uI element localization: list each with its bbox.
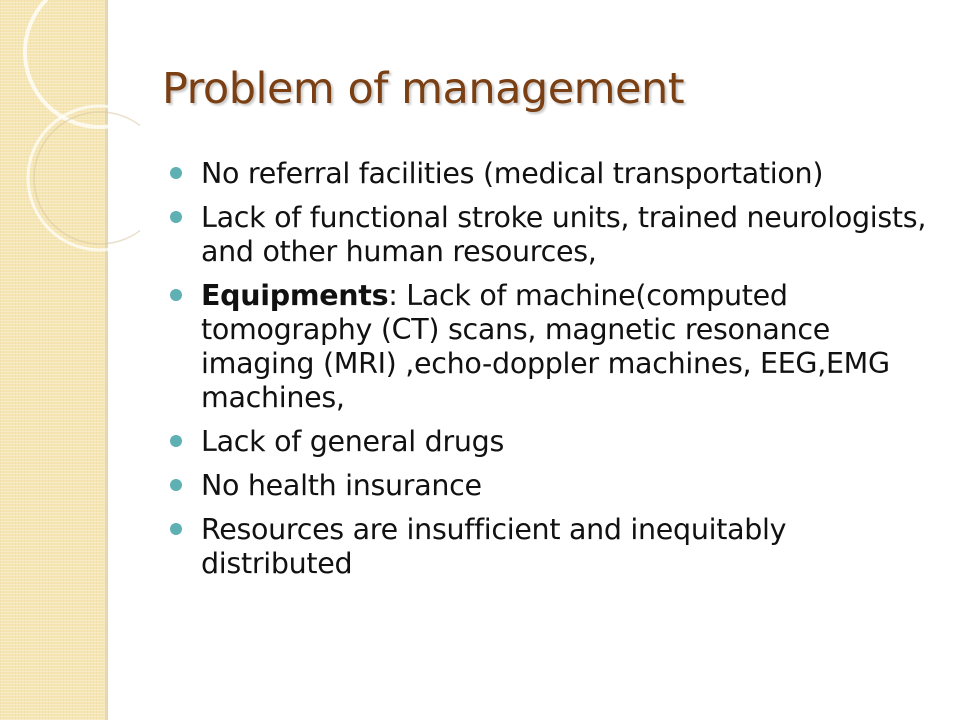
bullet-text: Resources are insufficient and inequitably distributed [201,513,787,580]
bullet-text: Lack of general drugs [201,425,504,458]
bullet-item [170,157,930,191]
bullet-text: No referral facilities (medical transportation) [201,157,824,190]
bullet-text: No health insurance [201,469,482,502]
bullet-marker-icon [170,523,182,535]
bullet-item [170,201,930,269]
bullet-item [170,425,930,459]
bullet-item [170,513,930,581]
bullet-text: Lack of functional stroke units, trained neurologists, and other human resources, [201,201,927,268]
bullet-item [170,279,930,415]
decorative-circles [0,0,140,290]
bullet-text: : Lack of machine(computed tomography (CT) scans, magnetic resonance imaging (MRI) ,echo-doppler machines, EEG,EMG machines, [201,279,890,414]
bullet-list [170,157,930,591]
bullet-marker-icon [170,211,182,223]
bullet-marker-icon [170,289,182,301]
bullet-marker-icon [170,479,182,491]
bullet-marker-icon [170,435,182,447]
slide-title: Problem of management [162,64,685,114]
bullet-item [170,469,930,503]
bullet-marker-icon [170,167,182,179]
bullet-emphasis: Equipments [201,279,389,312]
